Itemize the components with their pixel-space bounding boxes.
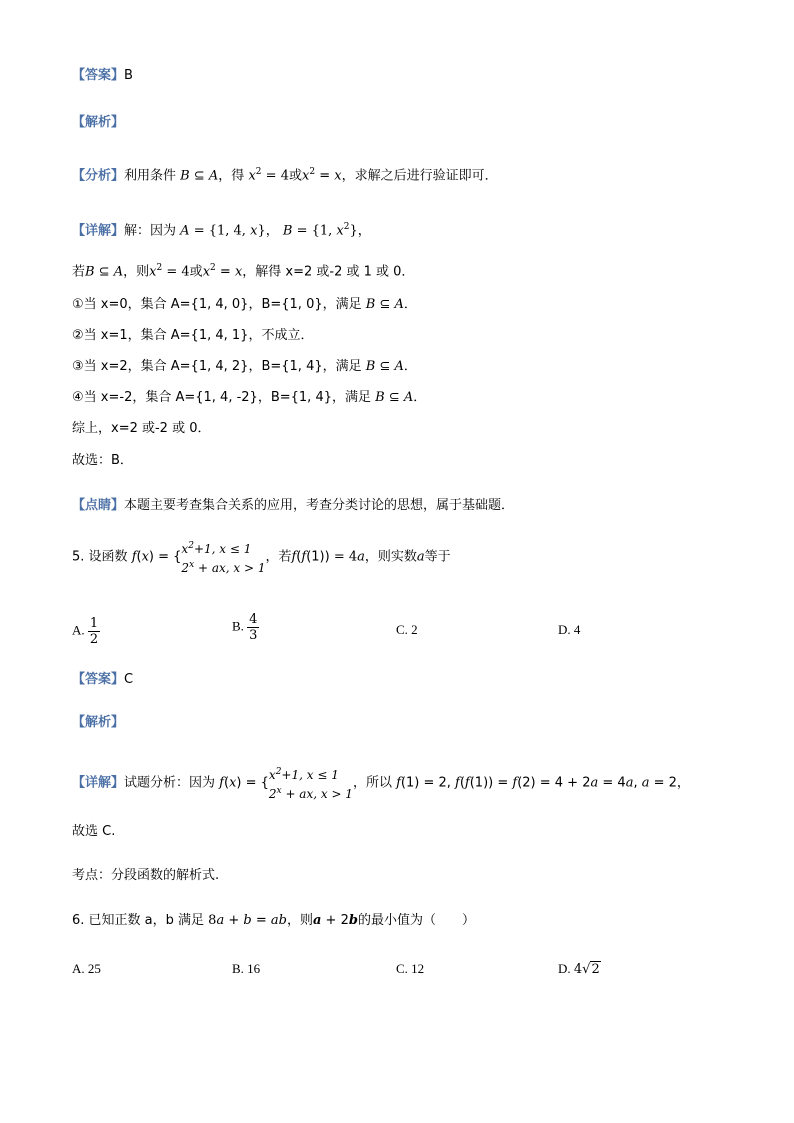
q5-choose-text: 故选 C. xyxy=(72,824,116,839)
q4-case1: ①当 x=0，集合 A={1, 4, 0}，B={1, 0}，满足 B ⊆ A． xyxy=(72,297,417,312)
q5-option-b xyxy=(232,612,259,643)
q4-case3-text: ③当 x=2，集合 A={1, 4, 2}，B={1, 4}，满足 xyxy=(72,359,362,374)
q5-detail-line: 【详解】试题分析：因为 $f(x) = \{x^2+1$, x ≤ 1 $2^x$ + ax, x > 1，所以 f(1) = 2, f(f(1)) = f(2) = 4 + 2a = 4a, a = 2， xyxy=(72,764,690,802)
q4-fenxi-text: 利用条件 xyxy=(124,168,177,184)
answer-label: 【答案】 xyxy=(72,672,125,687)
q5-option-a-label: A. xyxy=(72,622,85,638)
sqrt-radicand: 2 xyxy=(591,962,600,977)
q5-detail-text: 试题分析：因为 xyxy=(124,775,216,791)
q5-choose xyxy=(72,822,115,842)
q4-line2-text: ，则 xyxy=(123,264,150,280)
q5-answer-line xyxy=(72,670,133,690)
q4-fenxi-line: 【分析】利用条件 B ⊆ A，得 $x^2 = 4$或$x^2 = x$，求解之后进行验证即可． xyxy=(72,167,498,184)
q6-option-b xyxy=(232,959,260,979)
detail-label: 【详解】 xyxy=(72,223,125,239)
q6-option-b-label: B. 16 xyxy=(232,961,261,976)
q4-case2 xyxy=(72,326,313,346)
q5-option-c xyxy=(396,620,418,640)
q4-case4-text: ④当 x=-2，集合 A={1, 4, -2}，B={1, 4}，满足 xyxy=(72,390,371,405)
q4-line2: 若B ⊆ A，则$x^2 = 4$或$x^2 = x$，解得 x=2 或-2 或 1 或 0． xyxy=(72,263,415,280)
q4-analysis-heading xyxy=(72,113,124,133)
q5-option-a xyxy=(72,616,100,647)
comment-label: 【点睛】 xyxy=(72,498,125,513)
q5-answer: C xyxy=(124,672,134,687)
q5-detail-text: ，所以 xyxy=(352,775,392,791)
q5-stem-text: ，若 xyxy=(265,549,292,565)
q5-stem: 5. 设函数 $f(x) = \{x^2+1$, x ≤ 1 $2^x$ + ax, x > 1，若f(f(1)) = 4a，则实数a等于 xyxy=(72,538,451,576)
piecewise-function: $x^2+1$, x ≤ 1 $2^x$ + ax, x > 1 xyxy=(268,767,353,801)
q6-option-d xyxy=(558,959,601,980)
q4-summary-text: 综上，x=2 或-2 或 0． xyxy=(72,421,211,436)
q5-analysis-heading xyxy=(72,713,124,733)
frac-den: 2 xyxy=(89,632,99,647)
frac-num: 1 xyxy=(89,616,99,631)
q5-option-a-fraction xyxy=(88,616,100,647)
q6-stem-text: ，则 xyxy=(286,913,313,928)
q6-stem: 6. 已知正数 a，b 满足 8a + b = ab，则a + 2b的最小值为（ ） xyxy=(72,913,475,928)
q4-answer-line xyxy=(72,66,133,86)
q4-comment-line xyxy=(72,496,514,516)
q5-option-c-label: C. 2 xyxy=(396,622,418,637)
q4-answer: B xyxy=(124,68,133,83)
q5-option-b-label: B. xyxy=(232,618,244,634)
q6-option-c xyxy=(396,959,424,979)
q4-line2-text: 或 xyxy=(189,264,203,280)
q5-stem-text: 等于 xyxy=(424,549,451,565)
q4-choose-text: 故选：B． xyxy=(72,453,133,468)
q4-summary xyxy=(72,419,211,439)
q6-stem-text: 的最小值为（ ） xyxy=(357,913,475,928)
analysis-label: 【解析】 xyxy=(72,715,125,730)
q4-fenxi-text: 或 xyxy=(288,168,302,184)
q6-option-a-label: A. 25 xyxy=(72,961,101,976)
sqrt-coef: 4 xyxy=(573,962,583,977)
q4-fenxi-text: ，求解之后进行验证即可． xyxy=(341,168,498,184)
answer-label: 【答案】 xyxy=(72,68,125,83)
q4-case4: ④当 x=-2，集合 A={1, 4, -2}，B={1, 4}，满足 B ⊆ A． xyxy=(72,390,427,405)
q5-option-d xyxy=(558,620,580,640)
q4-detail-text: 解：因为 xyxy=(124,223,177,239)
q4-case2-text: ②当 x=1，集合 A={1, 4, 1}，不成立． xyxy=(72,328,314,343)
piecewise-function: $x^2+1$, x ≤ 1 $2^x$ + ax, x > 1 xyxy=(181,541,266,575)
frac-num: 4 xyxy=(249,612,258,627)
fenxi-label: 【分析】 xyxy=(72,168,125,184)
q6-stem-text: 6. 已知正数 a，b 满足 xyxy=(72,913,205,928)
q6-option-a xyxy=(72,959,101,979)
q4-line2-text: 若 xyxy=(72,264,86,280)
q5-kaodian-text: 考点：分段函数的解析式. xyxy=(72,868,220,883)
q5-stem-text: 5. 设函数 xyxy=(72,549,128,565)
q4-comment-text: 本题主要考查集合关系的应用，考查分类讨论的思想，属于基础题． xyxy=(124,498,515,513)
q5-option-d-label: D. 4 xyxy=(558,622,581,637)
q4-detail-text: ， xyxy=(265,223,279,239)
q6-option-c-label: C. 12 xyxy=(396,961,425,976)
q6-option-d-value: 4√2 xyxy=(573,962,600,977)
q5-kaodian xyxy=(72,866,219,886)
frac-den: 3 xyxy=(249,628,258,643)
q4-line2-text: ，解得 x=2 或-2 或 1 或 0． xyxy=(242,264,415,280)
q5-option-b-fraction xyxy=(247,612,259,643)
q4-choose xyxy=(72,451,133,471)
q4-case3: ③当 x=2，集合 A={1, 4, 2}，B={1, 4}，满足 B ⊆ A． xyxy=(72,359,417,374)
q5-stem-text: ，则实数 xyxy=(364,549,417,565)
q6-option-d-label: D. xyxy=(558,961,571,976)
analysis-label: 【解析】 xyxy=(72,115,125,130)
q4-detail-line: 【详解】解：因为 A = {1, 4, x}， B = {1, $x^2$}， xyxy=(72,222,371,239)
detail-label: 【详解】 xyxy=(72,775,125,791)
q4-fenxi-text: ，得 xyxy=(218,168,245,184)
q4-detail-text: ， xyxy=(357,223,371,239)
q4-case1-text: ①当 x=0，集合 A={1, 4, 0}，B={1, 0}，满足 xyxy=(72,297,362,312)
